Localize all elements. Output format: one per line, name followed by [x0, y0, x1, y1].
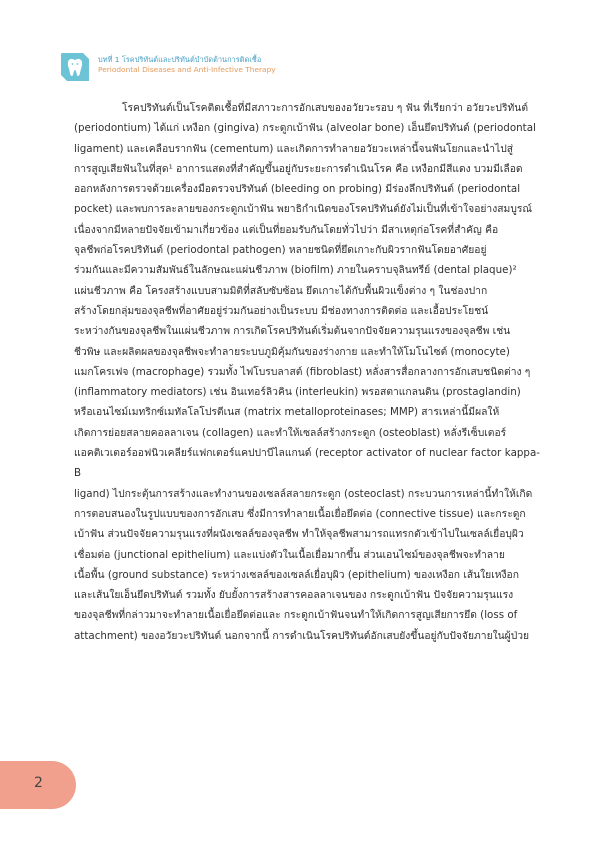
tooth-logo-icon [58, 50, 92, 84]
page-number-tab [0, 761, 76, 809]
body-paragraph: โรคปริทันต์เป็นโรคติดเชื้อที่มีสภาวะการอักเสบของอวัยวะรอบ ๆ ฟัน ที่เรียกว่า อวัยวะปริทันต์ (periodontium) ได้แก่ เหงือก (gingiva) กระดูกเบ้าฟัน (alveolar bone) เอ็นยึดปริทันต์ (periodontal ligament) และเคลือบรากฟัน (cementum) และเกิดการทำลายอวัยวะเหล่านี้จนฟันโยกและนำไปสู่ การสูญเสียฟันในที่สุด¹ อาการแสดงที่สำคัญขึ้นอยู่กับระยะการดำเนินโรค คือ เหงือกมีสีแดง บวมมีเลือด ออกหลังการตรวจด้วยเครื่องมือตรวจปริทันต์ (bleeding on probing) มีร่องลึกปริทันต์ (periodontal pocket) และพบการละลายของกระดูกเบ้าฟัน พยาธิกำเนิดของโรคปริทันต์ยังไม่เป็นที่เข้าใจอย่างสมบูรณ์ เนื่องจากมีหลายปัจจัยเข้ามาเกี่ยวข้อง แต่เป็นที่ยอมรับกันโดยทั่วไปว่า มีสาเหตุก่อโรคที่สำคัญ คือ จุลชีพก่อโรคปริทันต์ (periodontal pathogen) หลายชนิดที่ยึดเกาะกับผิวรากฟันโดยอาศัยอยู่ ร่วมกันและมีความสัมพันธ์ในลักษณะแผ่นชีวภาพ (biofilm) ภายในคราบจุลินทรีย์ (dental plaque)² แผ่นชีวภาพ คือ โครงสร้างแบบสามมิติที่สลับซับซ้อน ยึดเกาะได้กับพื้นผิวแข็งต่าง ๆ ในช่องปาก สร้างโดยกลุ่มของจุลชีพที่อาศัยอยู่ร่วมกันอย่างเป็นระบบ มีช่องทางการติดต่อ และเอื้อประโยชน์ ระหว่างกันของจุลชีพในแผ่นชีวภาพ การเกิดโรคปริทันต์เริ่มต้นจากปัจจัยความรุนแรงของจุลชีพ เช่น ชีวพิษ และผลิตผลของจุลชีพจะทำลายระบบภูมิคุ้มกันของร่างกาย และทำให้โมโนไซต์ (monocyte) แมกโครเฟจ (macrophage) รวมทั้ง ไฟโบรบลาสต์ (fibroblast) หลั่งสารสื่อกลางการอักเสบชนิดต่าง ๆ (inflammatory mediators) เช่น อินเทอร์ลิวคิน (interleukin) พรอสตาแกลนดิน (prostaglandin) หรือเอนไซม์เมทริกซ์เมทัลโลโปรตีเนส (matrix metalloproteinases; MMP) สารเหล่านี้มีผลให้ เกิดการย่อยสลายคอลลาเจน (collagen) และทำให้เซลล์สร้างกระดูก (osteoblast) หลั่งรีเซ็บเตอร์ แอคติเวเตอร์ออฟนิวเคลียร์แฟกเตอร์แคปปาบีไลแกนด์ (receptor activator of nuclear factor kappa-B ligand) ไปกระตุ้นการสร้างและทำงานของเซลล์สลายกระดูก (osteoclast) กระบวนการเหล่านี้ทำให้เกิด การตอบสนองในรูปแบบของการอักเสบ ซึ่งมีการทำลายเนื้อเยื่อยึดต่อ (connective tissue) และกระดูก เบ้าฟัน ส่วนปัจจัยความรุนแรงที่ผนังเซลล์ของจุลชีพ ทำให้จุลชีพสามารถแทรกตัวเข้าไปในเซลล์เยื่อบุผิว เชื่อมต่อ (junctional epithelium) และแบ่งตัวในเนื้อเยื่อมากขึ้น ส่วนเอนไซม์ของจุลชีพจะทำลาย เนื้อพื้น (ground substance) ระหว่างเซลล์ของเซลล์เยื่อบุผิว (epithelium) ของเหงือก เส้นใยเหงือก และเส้นใยเอ็นยึดปริทันต์ รวมทั้ง ยับยั้งการสร้างสารคอลลาเจนของ กระดูกเบ้าฟัน ปัจจัยความรุนแรง ของจุลชีพที่กล่าวมาจะทำลายเนื้อเยื่อยึดต่อและ กระดูกเบ้าฟันจนทำให้เกิดการสูญเสียการยึด (loss of attachment) ของอวัยวะปริทันต์ นอกจากนี้ การดำเนินโรคปริทันต์อักเสบยังขึ้นอยู่กับปัจจัยภายในผู้ป่วย [74, 102, 540, 642]
page-number: 2 [34, 775, 43, 791]
running-header [58, 50, 578, 90]
chapter-title: บทที่ 1 โรคปริทันต์และปริทันต์บำบัดต้านการติดเชื้อ [98, 55, 262, 64]
chapter-subtitle: Periodontal Diseases and Anti-Infective Therapy [98, 65, 276, 74]
body-text [74, 98, 540, 646]
